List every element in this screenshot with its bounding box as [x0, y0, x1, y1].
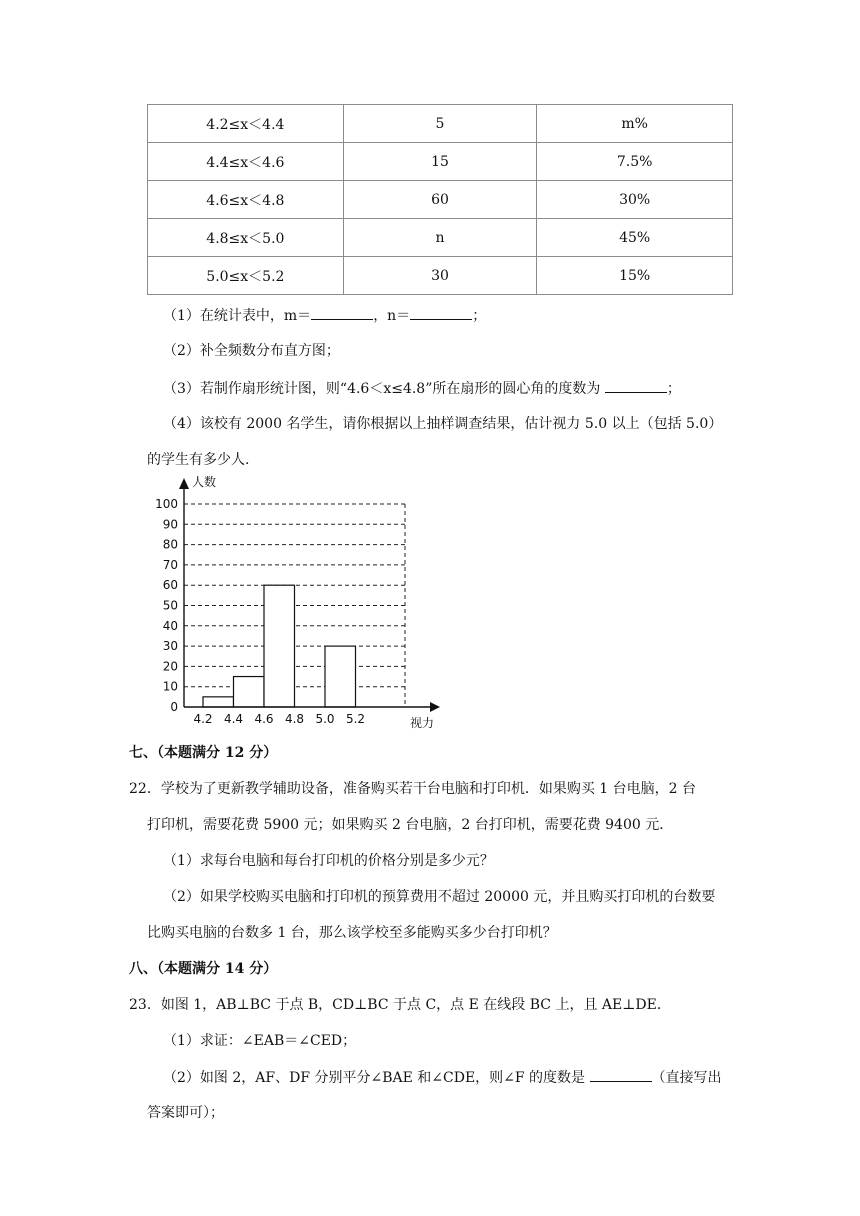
table-cell-count: 5: [343, 105, 537, 143]
table-cell-freq: 45%: [537, 219, 733, 257]
table-cell-freq: 15%: [537, 257, 733, 295]
q22-part2-line1: （2）如果学校购买电脑和打印机的预算费用不超过 20000 元，并且购买打印机的台数要: [163, 889, 716, 905]
q23-line1: 23．如图 1，AB⊥BC 于点 B，CD⊥BC 于点 C，点 E 在线段 BC 上，且 AE⊥DE．: [129, 997, 671, 1013]
frequency-table: [147, 104, 733, 295]
histogram-bar: [264, 585, 295, 707]
answer-blank-angle-f: [590, 1067, 652, 1082]
q23-part1: （1）求证：∠EAB＝∠CED；: [163, 1033, 357, 1049]
y-tick-label: 30: [162, 639, 178, 654]
q23-part2-end: （直接写出: [651, 1070, 722, 1086]
q21-part2: （2）补全频数分布直方图；: [163, 343, 340, 359]
table-row: [148, 105, 733, 143]
answer-blank-angle: [605, 378, 667, 393]
table-cell-range: 4.4≤x＜4.6: [148, 143, 344, 181]
y-tick-label: 70: [162, 557, 178, 572]
q23-part2-line2: 答案即可）；: [147, 1105, 224, 1121]
table-row: [148, 143, 733, 181]
x-tick-label: 4.2: [193, 712, 213, 726]
table-row: [148, 257, 733, 295]
q23-part2: [163, 1067, 722, 1088]
y-tick-label: 80: [162, 537, 178, 552]
answer-blank-m: [311, 305, 373, 320]
y-axis-title: 人数: [192, 475, 217, 489]
y-tick-label: 90: [162, 517, 178, 532]
q21-part1-end: ；: [472, 308, 487, 324]
x-tick-label: 4.4: [223, 712, 244, 726]
q21-part3-end: ；: [666, 381, 681, 397]
table-cell-freq: 30%: [537, 181, 733, 219]
table-cell-freq: m%: [537, 105, 733, 143]
x-axis-title: 视力: [410, 716, 435, 730]
q23-part2-text: （2）如图 2，AF、DF 分别平分∠BAE 和∠CDE，则∠F 的度数是: [163, 1070, 586, 1086]
table-cell-range: 4.6≤x＜4.8: [148, 181, 344, 219]
q21-part1-text: （1）在统计表中，m＝: [163, 308, 312, 324]
histogram-bar: [234, 677, 265, 707]
q21-part1-text-n: ，n＝: [373, 308, 411, 324]
table-cell-count: n: [343, 219, 537, 257]
q21-part4-line2: 的学生有多少人.: [147, 452, 250, 468]
y-tick-label: 50: [162, 598, 178, 613]
answer-blank-n: [410, 305, 472, 320]
x-tick-label: 5.0: [315, 712, 335, 726]
y-tick-label: 60: [162, 578, 178, 593]
x-axis-arrow-icon: [430, 702, 440, 712]
table-row: [148, 181, 733, 219]
q22-line1: 22．学校为了更新教学辅助设备，准备购买若干台电脑和打印机．如果购买 1 台电脑，2 台: [129, 781, 696, 797]
table-cell-range: 4.2≤x＜4.4: [148, 105, 344, 143]
y-axis-arrow-icon: [179, 478, 189, 489]
y-tick-label: 10: [162, 679, 178, 694]
section-8-title: 八、（本题满分 14 分）: [129, 961, 278, 977]
histogram-bar: [203, 697, 234, 707]
y-tick-label: 40: [162, 618, 178, 633]
q21-part1: [163, 305, 486, 326]
frequency-histogram: [140, 470, 450, 740]
q22-line2: 打印机，需要花费 5900 元；如果购买 2 台电脑，2 台打印机，需要花费 9400 元．: [147, 817, 674, 833]
table-cell-count: 30: [343, 257, 537, 295]
q22-part2-line2: 比购买电脑的台数多 1 台，那么该学校至多能购买多少台打印机？: [147, 925, 557, 941]
y-tick-label: 20: [162, 659, 178, 674]
table-cell-freq: 7.5%: [537, 143, 733, 181]
x-tick-label: 5.2: [345, 712, 366, 726]
y-tick-label: 0: [170, 700, 178, 714]
table-cell-count: 15: [343, 143, 537, 181]
x-tick-label: 4.8: [284, 712, 305, 726]
q21-part3: [163, 378, 681, 399]
q21-part4-line1: （4）该校有 2000 名学生，请你根据以上抽样调查结果，估计视力 5.0 以上（包括 5.0）: [163, 416, 723, 432]
table-row: [148, 219, 733, 257]
histogram-bar: [325, 646, 356, 707]
table-cell-count: 60: [343, 181, 537, 219]
section-7-title: 七、（本题满分 12 分）: [129, 745, 278, 761]
table-cell-range: 4.8≤x＜5.0: [148, 219, 344, 257]
y-tick-label: 100: [155, 497, 178, 511]
q22-part1: （1）求每台电脑和每台打印机的价格分别是多少元？: [163, 853, 494, 869]
x-tick-label: 4.6: [254, 712, 274, 726]
table-cell-range: 5.0≤x＜5.2: [148, 257, 344, 295]
q21-part3-text: （3）若制作扇形统计图，则“4.6＜x≤4.8”所在扇形的圆心角的度数为: [163, 381, 601, 397]
